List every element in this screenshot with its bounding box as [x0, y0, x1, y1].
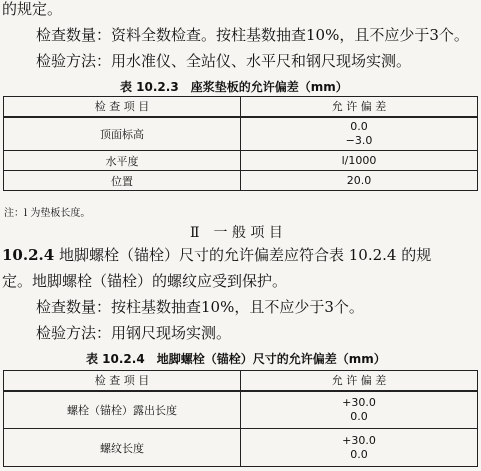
inspection-method: 检验方法：用水准仪、全站仪、水平尺和钢尺现场实测。 — [36, 52, 412, 70]
table-cell-item: 螺栓（锚栓）露出长度 — [4, 391, 241, 429]
table-row — [4, 151, 478, 171]
table-cell-value — [241, 391, 478, 429]
clause-line-2: 定。地脚螺栓（锚栓）的螺纹应受到保护。 — [2, 272, 288, 290]
inspection-quantity: 检查数量：按柱基数抽查10%，且不应少于3个。 — [36, 298, 364, 316]
table-row — [4, 171, 478, 191]
table-row — [4, 117, 478, 151]
value-lower: 0.0 — [350, 409, 368, 423]
table-caption: 表 10.2.3 座浆垫板的允许偏差（mm） — [120, 80, 348, 94]
tolerance-table — [3, 96, 478, 191]
table-row — [4, 391, 478, 429]
table-caption: 表 10.2.4 地脚螺栓（锚栓）尺寸的允许偏差（mm） — [86, 352, 386, 366]
table-cell-item: 位置 — [4, 171, 241, 191]
table-note: 注：l 为垫板长度。 — [4, 208, 91, 219]
value-lower: −3.0 — [345, 133, 373, 147]
table-header-item: 检 查 项 目 — [4, 97, 241, 117]
clause-text: 地脚螺栓（锚栓）尺寸的允许偏差应符合表 10.2.4 的规 — [58, 246, 432, 264]
inspection-method: 检验方法：用钢尺现场实测。 — [36, 324, 232, 342]
inspection-quantity: 检查数量：资料全数检查。按柱基数抽查10%，且不应少于3个。 — [36, 26, 469, 44]
table-row — [4, 429, 478, 467]
value-upper: 0.0 — [350, 119, 368, 133]
clause-number: 10.2.4 — [2, 246, 55, 264]
clause-line-1 — [2, 246, 431, 264]
value-lower: 0.0 — [350, 447, 368, 461]
table-cell-value — [241, 117, 478, 151]
value-upper: +30.0 — [342, 395, 376, 409]
table-cell-value: 20.0 — [241, 171, 478, 191]
table-cell-item: 水平度 — [4, 151, 241, 171]
table-cell-value — [241, 429, 478, 467]
paragraph-tail: 的规定。 — [2, 0, 63, 18]
table-cell-value: l/1000 — [241, 151, 478, 171]
tolerance-table — [3, 370, 478, 467]
table-header-tolerance: 允 许 偏 差 — [241, 97, 478, 117]
table-header-item: 检 查 项 目 — [4, 371, 241, 391]
table-cell-item: 螺纹长度 — [4, 429, 241, 467]
table-cell-item: 顶面标高 — [4, 117, 241, 151]
section-heading: Ⅱ 一 般 项 目 — [190, 225, 283, 241]
table-header-tolerance: 允 许 偏 差 — [241, 371, 478, 391]
value-upper: +30.0 — [342, 433, 376, 447]
